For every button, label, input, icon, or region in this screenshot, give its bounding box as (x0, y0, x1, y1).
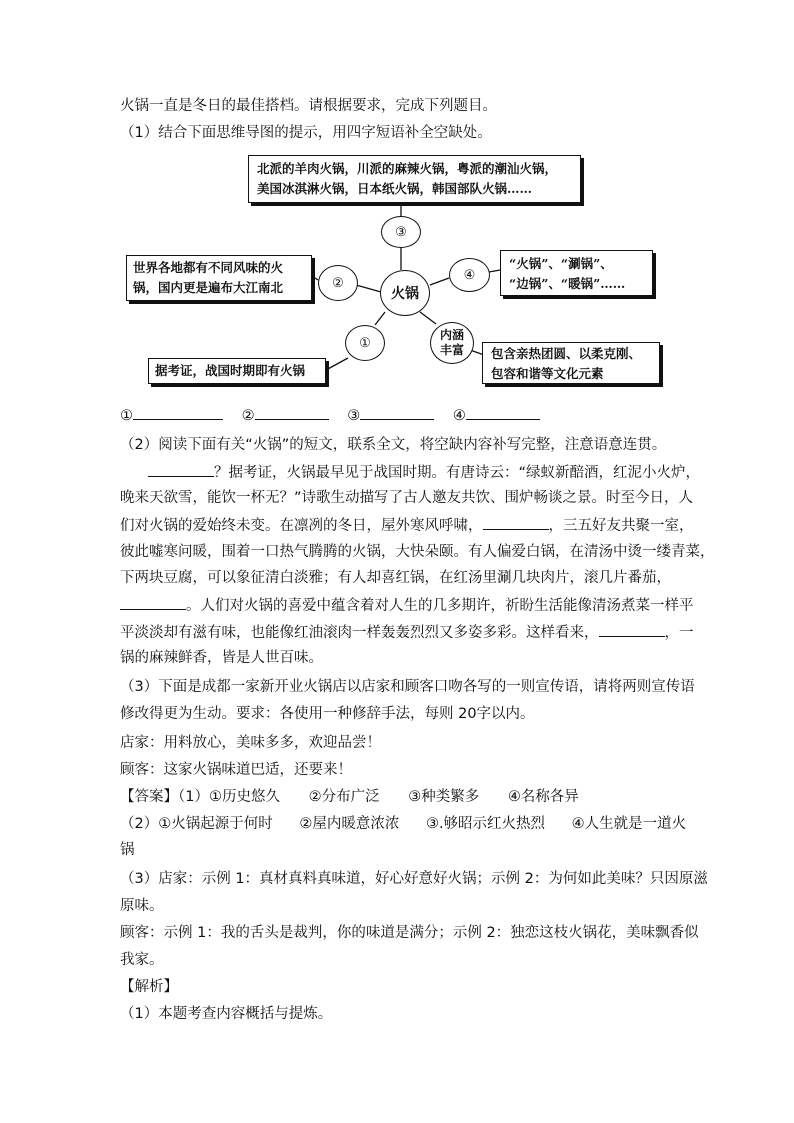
box-culture-line2: 包容和谐等文化元素 (491, 366, 604, 381)
answer-row-2-cont: 锅 (120, 842, 135, 858)
box-distribution-line1: 世界各地都有不同风味的火 (133, 260, 284, 275)
q2-blank-3[interactable] (120, 595, 186, 610)
blank-label-4: ④ (452, 408, 466, 424)
q2-line-6: 。人们对火锅的喜爱中蕴含着对人生的几多期许，祈盼生活能像清汤煮菜一样平 (120, 595, 694, 616)
intro-text: 火锅一直是冬日的最佳搭档。请根据要求，完成下列题目。 (120, 98, 497, 114)
node-rich-line1: 内涵 (439, 328, 464, 342)
mindmap-center-node: 火锅 (380, 270, 430, 316)
q2-line-4: 彼此嘘寒问暖，围着一口热气腾腾的火锅，大快朵颐。有人偏爱白锅，在清汤中烫一缕青菜， (120, 544, 715, 560)
mindmap-node-4: ④ (449, 258, 490, 292)
mindmap-node-2: ② (318, 265, 358, 301)
answer-row-3b: 原味。 (120, 898, 164, 914)
box-distribution-line2: 锅，国内更是遍布大江南北 (133, 280, 284, 295)
q2-line-7: 平淡淡却有滋有味，也能像红油滚肉一样轰轰烈烈又多姿多彩。这样看来， ，一 (120, 622, 694, 643)
mindmap-box-culture (482, 342, 660, 384)
answer-row-3d: 我家。 (120, 952, 164, 968)
q2-prompt: （2）阅读下面有关“火锅”的短文，联系全文，将空缺内容补写完整，注意语意连贯。 (120, 437, 667, 453)
blank-label-2: ② (241, 408, 255, 424)
answer-row-2: （2）①火锅起源于何时 ②屋内暖意浓浓 ③.够昭示红火热烈 ④人生就是一道火 (120, 816, 687, 832)
box-history-text: 据考证，战国时期即有火锅 (155, 363, 306, 378)
blank-field-4[interactable] (466, 405, 540, 420)
answer-row-3a: （3）店家：示例 1：真材真料真味道，好心好意好火锅；示例 2：为何如此美味？只因原滋 (120, 871, 708, 887)
blank-label-1: ① (120, 408, 133, 424)
mindmap-box-history (148, 358, 326, 384)
box-culture-line1: 包含亲热团圆、以柔克刚、 (491, 346, 642, 361)
box-names-line1: “火锅”、“涮锅”、 (509, 256, 613, 271)
q3-prompt-1: （3）下面是成都一家新开业火锅店以店家和顾客口吻各写的一则宣传语，请将两则宣传语 (120, 679, 695, 695)
q2-line-2: 晚来天欲雪，能饮一杯无？”诗歌生动描写了古人邀友共饮、围炉畅谈之景。时至今日，人 (120, 490, 694, 506)
mindmap-box-names (500, 250, 653, 296)
mindmap-box-types (248, 155, 581, 203)
box-types-line2: 美国冰淇淋火锅，日本纸火锅，韩国部队火锅…… (257, 181, 533, 196)
q2-blank-1[interactable] (148, 462, 214, 477)
q1-blanks-row (120, 405, 540, 426)
q2-blank-4[interactable] (599, 622, 665, 637)
mindmap-box-distribution (126, 255, 312, 301)
mindmap-node-1: ① (345, 325, 385, 361)
blank-label-3: ③ (347, 408, 361, 424)
node-rich-line2: 丰富 (439, 343, 464, 357)
answer-row-3c: 顾客：示例 1：我的舌头是裁判，你的味道是满分；示例 2：独恋这枝火锅花，美味飘香似 (120, 925, 699, 941)
box-types-line1: 北派的羊肉火锅，川派的麻辣火锅，粤派的潮汕火锅， (257, 161, 558, 176)
q2-line-3: 们对火锅的爱始终未变。在凛冽的冬日，屋外寒风呼啸， ，三五好友共聚一室， (120, 515, 694, 536)
answer-row-1: 【答案】（1）①历史悠久 ②分布广泛 ③种类繁多 ④名称各异 (120, 789, 579, 805)
mindmap-node-3: ③ (381, 216, 421, 248)
q2-line-5: 下两块豆腐，可以象征清白淡雅；有人却喜红锅，在红汤里涮几块肉片，滚几片番茄， (120, 570, 671, 586)
q3-shop-slogan: 店家：用料放心，美味多多，欢迎品尝！ (120, 735, 381, 751)
analysis-label: 【解析】 (120, 979, 178, 995)
q2-line-1: ？据考证，火锅最早见于战国时期。有唐诗云：“绿蚁新醅酒，红泥小火炉， (148, 462, 700, 483)
q1-prompt: （1）结合下面思维导图的提示，用四字短语补全空缺处。 (120, 125, 492, 141)
blank-field-3[interactable] (360, 405, 434, 420)
q3-prompt-2: 修改得更为生动。要求：各使用一种修辞手法，每则 20字以内。 (120, 706, 535, 722)
analysis-line-1: （1）本题考查内容概括与提炼。 (120, 1006, 333, 1022)
box-names-line2: “边锅”、“暖锅”…… (509, 276, 626, 291)
blank-field-2[interactable] (255, 405, 329, 420)
answer-label: 【答案】 (120, 789, 178, 805)
q3-customer-slogan: 顾客：这家火锅味道巴适，还要来！ (120, 762, 352, 778)
mindmap-node-rich (430, 322, 474, 364)
q2-blank-2[interactable] (483, 515, 549, 530)
blank-field-1[interactable] (133, 405, 223, 420)
q2-line-8: 锅的麻辣鲜香，皆是人世百味。 (120, 650, 323, 666)
